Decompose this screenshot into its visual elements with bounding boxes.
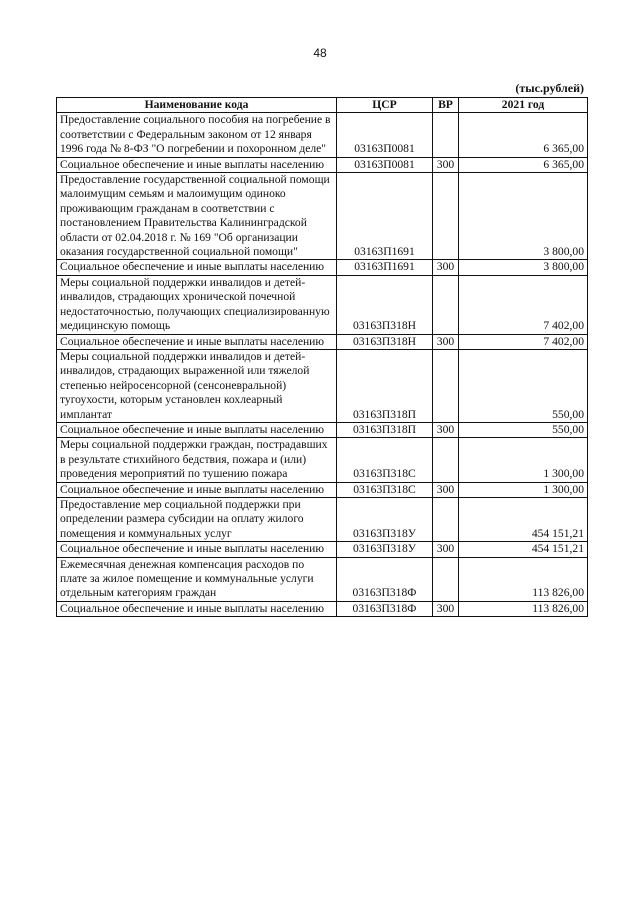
row-amount: 454 151,21: [459, 542, 588, 557]
row-amount: 3 800,00: [459, 260, 588, 275]
row-csr: 03163П318У: [337, 542, 433, 557]
row-amount: 6 365,00: [459, 157, 588, 172]
table-row: [57, 275, 588, 334]
row-name: Предоставление мер социальной поддержки при определении размера субсидии на оплату жилого помещения и коммунальных услуг: [57, 497, 337, 541]
row-vr: 300: [433, 542, 459, 557]
table-row: [57, 557, 588, 601]
row-amount: 454 151,21: [459, 497, 588, 541]
row-name: Меры социальной поддержки инвалидов и детей-инвалидов, страдающих хронической почечной недостаточностью, получающих специализированную медицинскую помощь: [57, 275, 337, 334]
row-name: Меры социальной поддержки инвалидов и детей-инвалидов, страдающих выраженной или тяжелой степенью нейросенсорной (сенсоневральной) тугоухости, которым установлен кохлеарный имплантат: [57, 349, 337, 422]
row-vr: [433, 173, 459, 260]
row-amount: 7 402,00: [459, 275, 588, 334]
row-name: Социальное обеспечение и иные выплаты населению: [57, 482, 337, 497]
row-name: Социальное обеспечение и иные выплаты населению: [57, 542, 337, 557]
row-name: Предоставление социального пособия на погребение в соответствии с Федеральным законом от 12 января 1996 года № 8-ФЗ "О погребении и похоронном деле": [57, 113, 337, 157]
row-csr: 03163П318С: [337, 482, 433, 497]
budget-table: [56, 97, 588, 617]
row-amount: 7 402,00: [459, 334, 588, 349]
row-amount: 6 365,00: [459, 113, 588, 157]
page-number: 48: [313, 46, 327, 60]
row-csr: 03163П318П: [337, 422, 433, 437]
row-csr: 03163П318Н: [337, 334, 433, 349]
table-row: [57, 438, 588, 482]
row-name: Предоставление государственной социальной помощи малоимущим семьям и малоимущим одиноко проживающим гражданам в соответствии с постановлением Правительства Калининградской области от 02.04.2018 г. № 169 "Об организации оказания государственной социальной помощи": [57, 173, 337, 260]
header-name: Наименование кода: [57, 98, 337, 113]
table-row: [57, 157, 588, 172]
row-csr: 03163П1691: [337, 173, 433, 260]
table-row: [57, 542, 588, 557]
row-vr: 300: [433, 260, 459, 275]
table-row: [57, 601, 588, 616]
header-amount: 2021 год: [459, 98, 588, 113]
row-vr: 300: [433, 334, 459, 349]
row-csr: 03163П0081: [337, 113, 433, 157]
table-row: [57, 497, 588, 541]
row-csr: 03163П318У: [337, 497, 433, 541]
row-name: Социальное обеспечение и иные выплаты населению: [57, 422, 337, 437]
row-name: Социальное обеспечение и иные выплаты населению: [57, 157, 337, 172]
row-vr: 300: [433, 157, 459, 172]
row-vr: [433, 557, 459, 601]
table-row: [57, 349, 588, 422]
row-vr: [433, 349, 459, 422]
row-csr: 03163П318С: [337, 438, 433, 482]
header-csr: ЦСР: [337, 98, 433, 113]
row-csr: 03163П0081: [337, 157, 433, 172]
row-csr: 03163П318Ф: [337, 601, 433, 616]
row-amount: 550,00: [459, 422, 588, 437]
table-row: [57, 334, 588, 349]
row-amount: 113 826,00: [459, 601, 588, 616]
table-header-row: [57, 98, 588, 113]
table-row: [57, 260, 588, 275]
header-vr: ВР: [433, 98, 459, 113]
row-vr: 300: [433, 601, 459, 616]
row-amount: 113 826,00: [459, 557, 588, 601]
row-vr: 300: [433, 422, 459, 437]
row-csr: 03163П318П: [337, 349, 433, 422]
row-csr: 03163П318Н: [337, 275, 433, 334]
row-vr: [433, 497, 459, 541]
row-name: Социальное обеспечение и иные выплаты населению: [57, 260, 337, 275]
row-amount: 1 300,00: [459, 482, 588, 497]
row-amount: 1 300,00: [459, 438, 588, 482]
row-vr: [433, 438, 459, 482]
row-csr: 03163П1691: [337, 260, 433, 275]
row-name: Меры социальной поддержки граждан, пострадавших в результате стихийного бедствия, пожара и (или) проведения мероприятий по тушению пожара: [57, 438, 337, 482]
row-amount: 3 800,00: [459, 173, 588, 260]
table-row: [57, 113, 588, 157]
row-vr: 300: [433, 482, 459, 497]
table-row: [57, 422, 588, 437]
row-name: Социальное обеспечение и иные выплаты населению: [57, 601, 337, 616]
row-name: Социальное обеспечение и иные выплаты населению: [57, 334, 337, 349]
row-amount: 550,00: [459, 349, 588, 422]
units-label: (тыс.рублей): [515, 81, 584, 95]
row-vr: [433, 113, 459, 157]
table-row: [57, 173, 588, 260]
table-row: [57, 482, 588, 497]
row-csr: 03163П318Ф: [337, 557, 433, 601]
row-vr: [433, 275, 459, 334]
row-name: Ежемесячная денежная компенсация расходов по плате за жилое помещение и коммунальные услуги отдельным категориям граждан: [57, 557, 337, 601]
